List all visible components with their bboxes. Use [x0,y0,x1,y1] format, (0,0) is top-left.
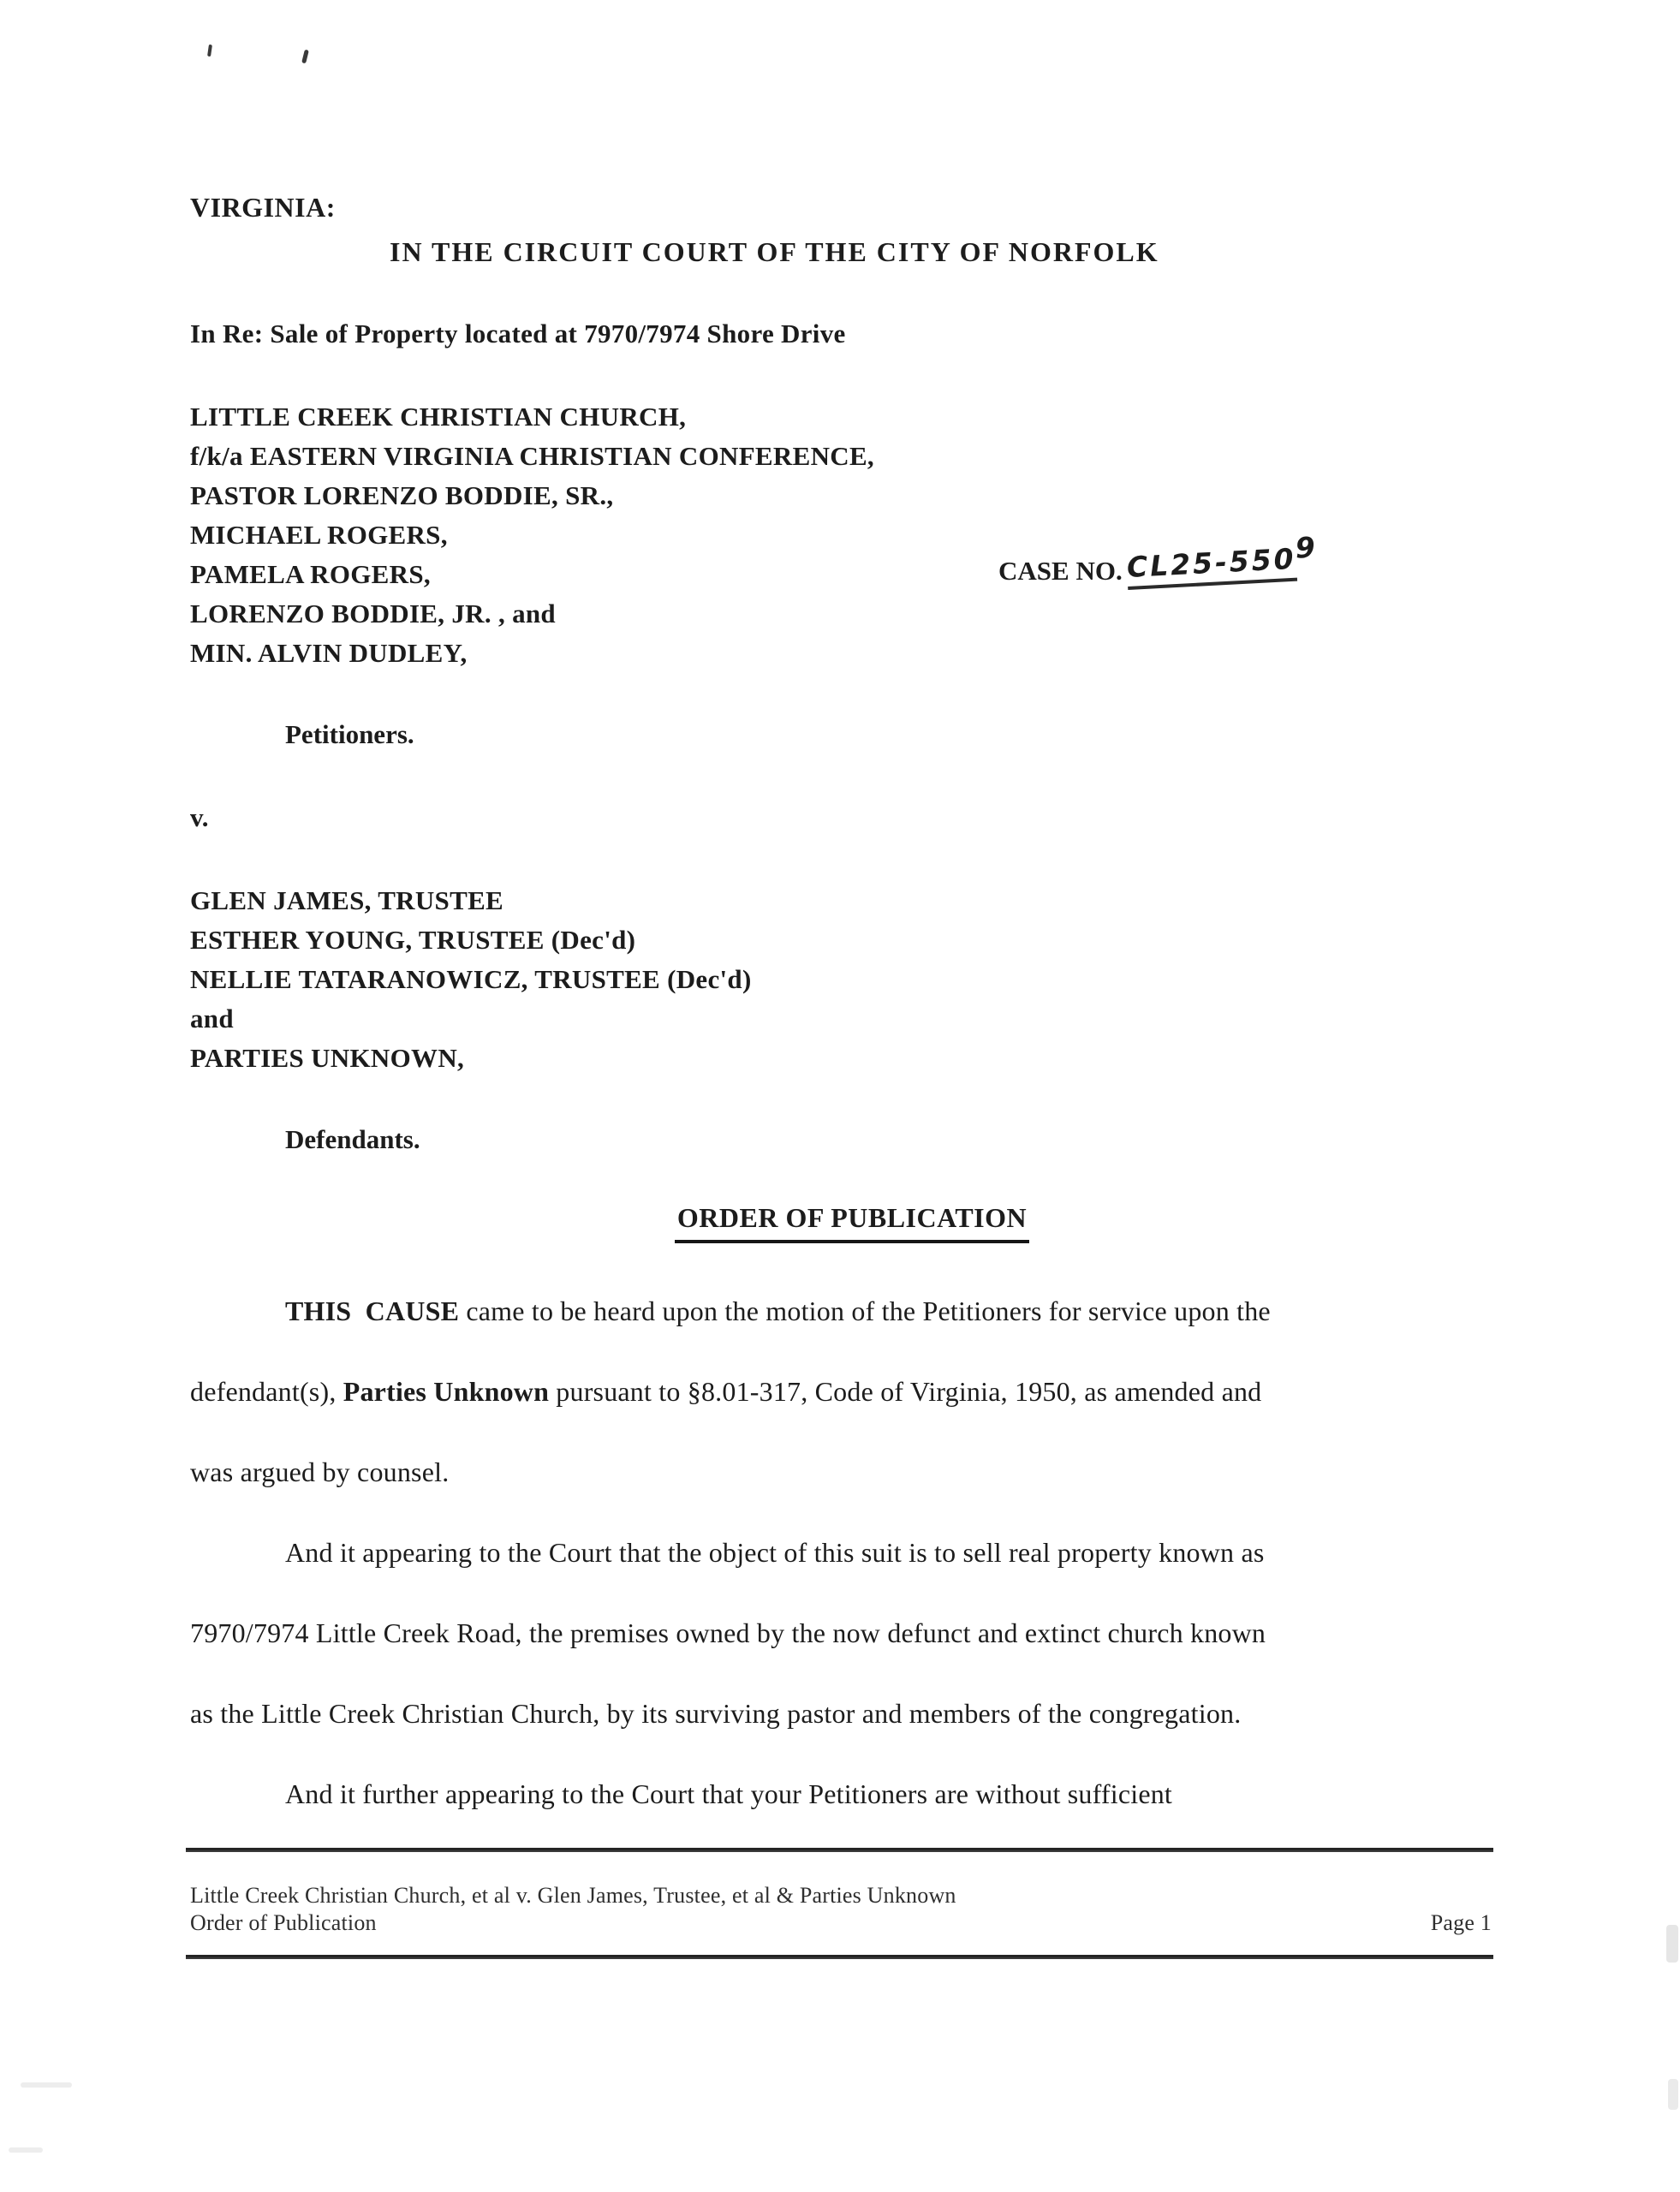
body-line: was argued by counsel. [190,1456,450,1487]
defendants-caption-block [190,881,752,1078]
defendants-role-label: Defendants. [285,1124,420,1154]
body-line [190,1351,1526,1432]
order-body [190,1271,1526,1834]
scan-smudge [1668,2079,1678,2110]
caption-line: PASTOR LORENZO BODDIE, SR., [190,480,614,510]
in-re-line: In Re: Sale of Property located at 7970/7974 Shore Drive [190,319,846,348]
document-title-text: ORDER OF PUBLICATION [675,1202,1029,1243]
document-title [197,1202,1507,1243]
handwritten-case-number [1125,530,1319,584]
body-line [190,1271,1526,1351]
caption-line: GLEN JAMES, TRUSTEE [190,885,504,915]
case-number-row [998,530,1319,587]
footer-page-number: Page 1 [1430,1910,1492,1935]
body-line: And it further appearing to the Court that your Petitioners are without sufficient [285,1778,1173,1809]
body-text: pursuant to §8.01-317, Code of Virginia, 1950, as amended and [549,1376,1262,1407]
caption-line: ESTHER YOUNG, TRUSTEE (Dec'd) [190,925,636,955]
caption-line: MICHAEL ROGERS, [190,520,448,550]
handwritten-case-number-last-digit: 9 [1294,530,1319,565]
footer-top-rule [186,1848,1493,1852]
caption-line: f/k/a EASTERN VIRGINIA CHRISTIAN CONFERENCE, [190,441,874,471]
body-line: 7970/7974 Little Creek Road, the premises owned by the now defunct and extinct church known [190,1617,1266,1648]
petitioners-caption-block [190,397,874,673]
body-text: defendant(s), [190,1376,343,1407]
court-name: IN THE CIRCUIT COURT OF THE CITY OF NORFOLK [390,236,1159,267]
caption-line: PAMELA ROGERS, [190,559,431,589]
body-line: as the Little Creek Christian Church, by its surviving pastor and members of the congregation. [190,1698,1242,1729]
scan-smudge [9,2147,43,2153]
footer-row [190,1910,1492,1936]
body-line: And it appearing to the Court that the object of this suit is to sell real property known as [285,1537,1265,1568]
caption-line: MIN. ALVIN DUDLEY, [190,638,468,668]
this-cause-emphasis: THIS CAUSE [285,1296,460,1326]
scan-smudge [21,2082,72,2088]
case-number-label: CASE NO. [998,556,1123,586]
state-heading: VIRGINIA: [190,192,336,223]
body-text: came to be heard upon the motion of the Petitioners for service upon the [459,1296,1271,1326]
footer-bottom-rule [186,1955,1493,1959]
handwritten-case-number-main: CL25-550 [1126,542,1297,590]
caption-line: LORENZO BODDIE, JR. , and [190,599,556,628]
scan-smudge [1666,1925,1678,1963]
caption-line: NELLIE TATARANOWICZ, TRUSTEE (Dec'd) [190,964,752,994]
caption-line: and [190,1004,234,1033]
footer-case-line: Little Creek Christian Church, et al v. Glen James, Trustee, et al & Parties Unknown [190,1883,956,1908]
footer-doc-title: Order of Publication [190,1910,377,1935]
scan-speck [207,45,212,57]
versus-label: v. [190,802,209,832]
caption-line: PARTIES UNKNOWN, [190,1043,465,1073]
scan-speck [301,50,309,64]
parties-unknown-emphasis: Parties Unknown [343,1376,550,1407]
petitioners-role-label: Petitioners. [285,719,414,749]
caption-line: LITTLE CREEK CHRISTIAN CHURCH, [190,402,687,432]
